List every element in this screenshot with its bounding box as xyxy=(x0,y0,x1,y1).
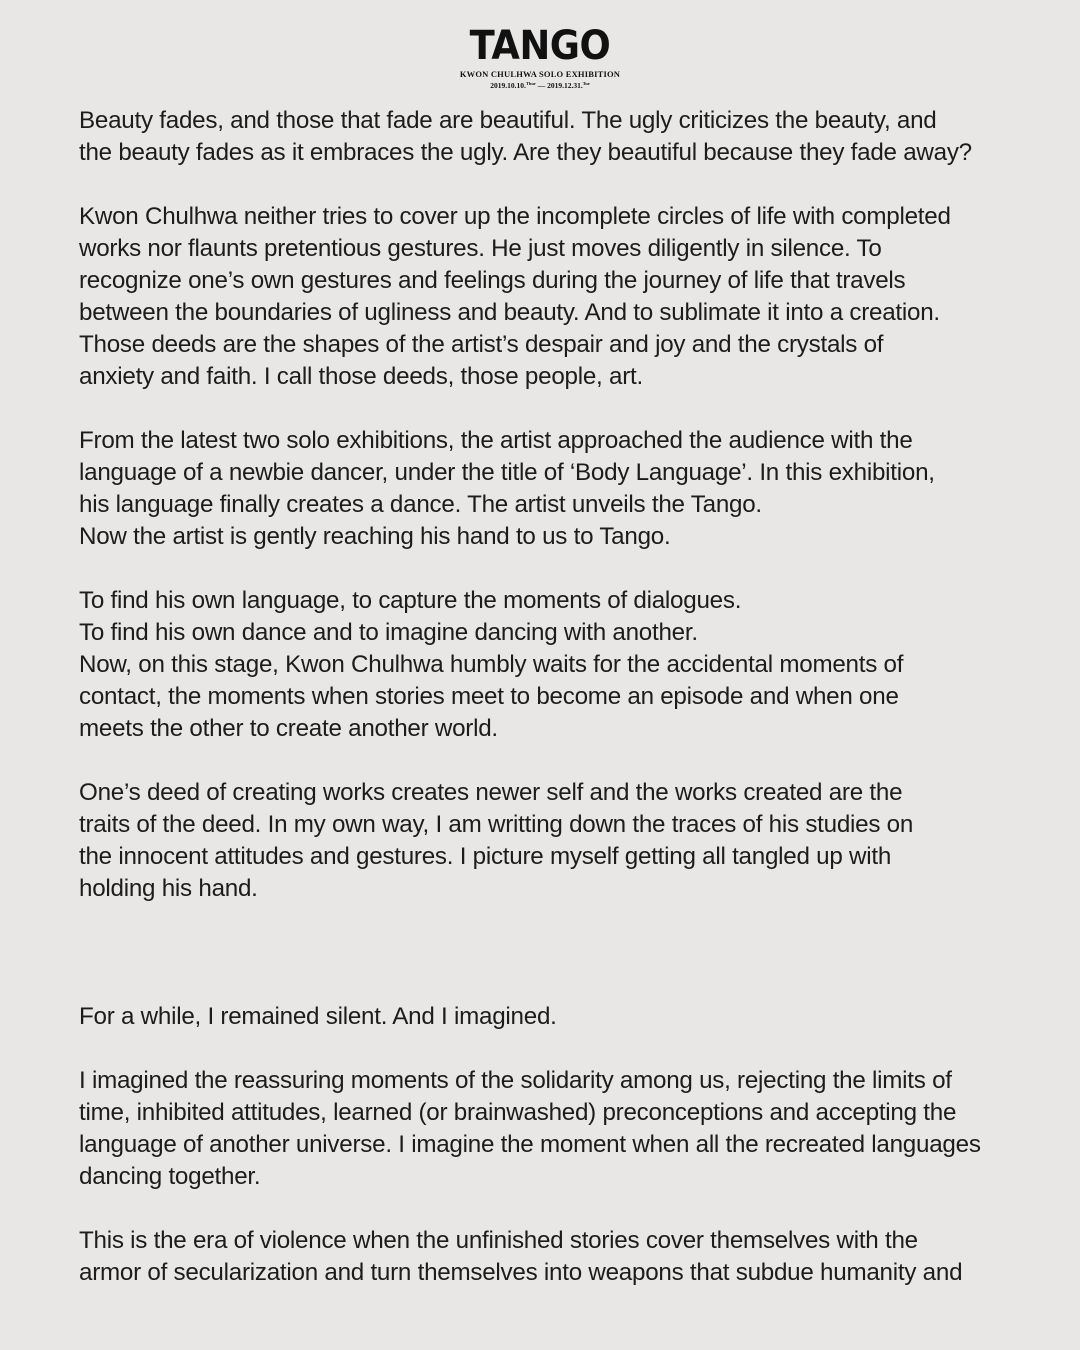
text-line: For a while, I remained silent. And I imagined. xyxy=(79,1003,557,1030)
text-line: language of a newbie dancer, under the title of ‘Body Language’. In this exhibition, xyxy=(79,459,935,486)
exhibition-dates xyxy=(0,79,1080,91)
paragraph xyxy=(79,585,1064,745)
date-separator: — xyxy=(535,81,548,90)
paragraph xyxy=(79,777,1064,905)
text-line: Kwon Chulhwa neither tries to cover up the incomplete circles of life with completed xyxy=(79,203,951,230)
exhibition-subtitle: KWON CHULHWA SOLO EXHIBITION xyxy=(459,69,621,79)
text-line: Now the artist is gently reaching his hand to us to Tango. xyxy=(79,523,671,550)
exhibition-header xyxy=(0,24,1080,91)
day-start: Thur xyxy=(525,81,536,86)
text-line: dancing together. xyxy=(79,1163,261,1190)
text-line: From the latest two solo exhibitions, the artist approached the audience with the xyxy=(79,427,913,454)
paragraph xyxy=(79,1001,1064,1033)
text-line: One’s deed of creating works creates newer self and the works created are the xyxy=(79,779,903,806)
text-line: time, inhibited attitudes, learned (or brainwashed) preconceptions and accepting the xyxy=(79,1099,957,1126)
text-line: Now, on this stage, Kwon Chulhwa humbly waits for the accidental moments of xyxy=(79,651,904,678)
paragraph xyxy=(79,201,1064,393)
essay-body xyxy=(79,105,1064,1321)
text-line: armor of secularization and turn themselves into weapons that subdue humanity and xyxy=(79,1259,963,1286)
text-line: the innocent attitudes and gestures. I picture myself getting all tangled up with xyxy=(79,843,892,870)
text-line: traits of the deed. In my own way, I am writting down the traces of his studies on xyxy=(79,811,914,838)
text-line: the beauty fades as it embraces the ugly. Are they beautiful because they fade away? xyxy=(79,139,972,166)
text-line: Beauty fades, and those that fade are beautiful. The ugly criticizes the beauty, and xyxy=(79,107,937,134)
text-line: his language finally creates a dance. The artist unveils the Tango. xyxy=(79,491,762,518)
day-end: Tue xyxy=(582,81,590,86)
text-line: recognize one’s own gestures and feelings during the journey of life that travels xyxy=(79,267,906,294)
text-line: holding his hand. xyxy=(79,875,258,902)
text-line: meets the other to create another world. xyxy=(79,715,498,742)
text-line: between the boundaries of ugliness and beauty. And to sublimate it into a creation. xyxy=(79,299,940,326)
paragraph xyxy=(79,1225,1064,1289)
text-line: I imagined the reassuring moments of the solidarity among us, rejecting the limits of xyxy=(79,1067,952,1094)
text-line: language of another universe. I imagine the moment when all the recreated languages xyxy=(79,1131,981,1158)
text-line: anxiety and faith. I call those deeds, those people, art. xyxy=(79,363,643,390)
text-line: contact, the moments when stories meet to become an episode and when one xyxy=(79,683,899,710)
text-line: To find his own dance and to imagine dancing with another. xyxy=(79,619,698,646)
paragraph xyxy=(79,425,1064,553)
date-start: 2019.10.10. xyxy=(490,81,526,90)
paragraph xyxy=(79,105,1064,169)
exhibition-title: TANGO xyxy=(469,23,611,69)
text-line: works nor flaunts pretentious gestures. He just moves diligently in silence. To xyxy=(79,235,882,262)
paragraph xyxy=(79,1065,1064,1193)
section-gap xyxy=(79,937,1064,1001)
text-line: To find his own language, to capture the moments of dialogues. xyxy=(79,587,742,614)
date-end: 2019.12.31. xyxy=(547,81,583,90)
text-line: Those deeds are the shapes of the artist’s despair and joy and the crystals of xyxy=(79,331,884,358)
text-line: This is the era of violence when the unfinished stories cover themselves with the xyxy=(79,1227,918,1254)
